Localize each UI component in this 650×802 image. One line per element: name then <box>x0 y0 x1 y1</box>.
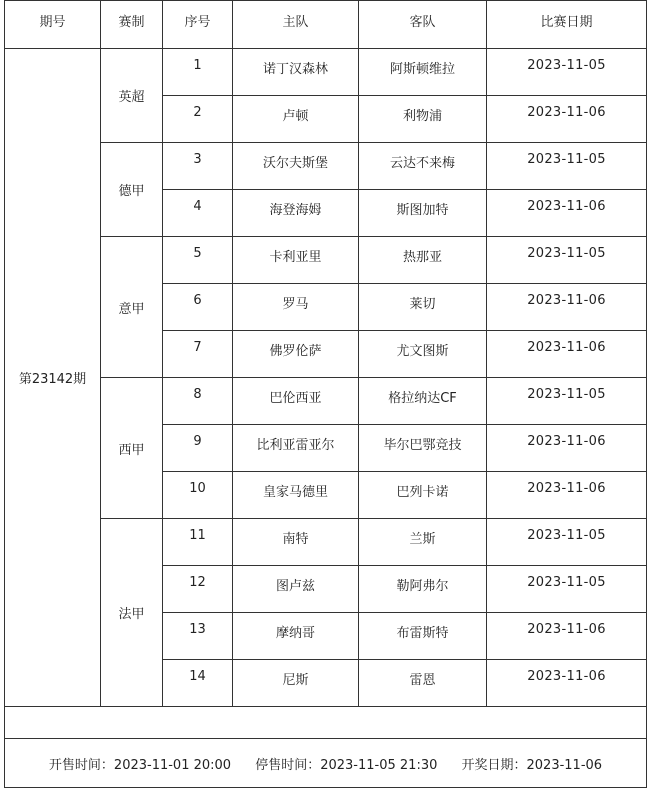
league-cell: 西甲 <box>101 378 163 519</box>
home-team-cell: 南特 <box>233 519 359 566</box>
seq-cell: 14 <box>163 660 233 707</box>
home-team-cell: 摩纳哥 <box>233 613 359 660</box>
home-team-cell: 巴伦西亚 <box>233 378 359 425</box>
seq-cell: 10 <box>163 472 233 519</box>
home-team-cell: 海登海姆 <box>233 190 359 237</box>
seq-cell: 3 <box>163 143 233 190</box>
away-team-cell: 利物浦 <box>359 96 487 143</box>
home-team-cell: 诺丁汉森林 <box>233 49 359 96</box>
blank-row <box>5 707 647 739</box>
seq-cell: 8 <box>163 378 233 425</box>
away-team-cell: 勒阿弗尔 <box>359 566 487 613</box>
home-team-cell: 沃尔夫斯堡 <box>233 143 359 190</box>
match-date-cell: 2023-11-05 <box>487 566 647 613</box>
seq-cell: 1 <box>163 49 233 96</box>
seq-cell: 7 <box>163 331 233 378</box>
seq-cell: 5 <box>163 237 233 284</box>
seq-cell: 12 <box>163 566 233 613</box>
match-date-cell: 2023-11-06 <box>487 190 647 237</box>
table-row <box>5 143 647 190</box>
seq-cell: 13 <box>163 613 233 660</box>
seq-cell: 9 <box>163 425 233 472</box>
header-period: 期号 <box>5 1 101 49</box>
home-team-cell: 卡利亚里 <box>233 237 359 284</box>
away-team-cell: 尤文图斯 <box>359 331 487 378</box>
away-team-cell: 兰斯 <box>359 519 487 566</box>
header-match-date: 比赛日期 <box>487 1 647 49</box>
sale-start-time: 开售时间：2023-11-01 20:00 <box>48 757 232 773</box>
header-away-team: 客队 <box>359 1 487 49</box>
table-row <box>5 378 647 425</box>
league-cell: 意甲 <box>101 237 163 378</box>
home-team-cell: 图卢兹 <box>233 566 359 613</box>
away-team-cell: 毕尔巴鄂竞技 <box>359 425 487 472</box>
match-date-cell: 2023-11-05 <box>487 519 647 566</box>
match-date-cell: 2023-11-06 <box>487 660 647 707</box>
header-row <box>5 1 647 49</box>
seq-cell: 6 <box>163 284 233 331</box>
away-team-cell: 阿斯顿维拉 <box>359 49 487 96</box>
match-date-cell: 2023-11-06 <box>487 284 647 331</box>
match-date-cell: 2023-11-06 <box>487 331 647 378</box>
table-row <box>5 519 647 566</box>
away-team-cell: 巴列卡诺 <box>359 472 487 519</box>
fixtures-table <box>4 0 647 788</box>
away-team-cell: 热那亚 <box>359 237 487 284</box>
header-home-team: 主队 <box>233 1 359 49</box>
match-date-cell: 2023-11-06 <box>487 472 647 519</box>
blank-cell <box>5 707 647 739</box>
away-team-cell: 雷恩 <box>359 660 487 707</box>
home-team-cell: 比利亚雷亚尔 <box>233 425 359 472</box>
header-seq: 序号 <box>163 1 233 49</box>
match-date-cell: 2023-11-05 <box>487 378 647 425</box>
match-date-cell: 2023-11-05 <box>487 143 647 190</box>
match-date-cell: 2023-11-06 <box>487 425 647 472</box>
period-cell: 第23142期 <box>5 49 101 707</box>
home-team-cell: 罗马 <box>233 284 359 331</box>
table-row <box>5 237 647 284</box>
footer-cell <box>5 739 647 788</box>
league-cell: 德甲 <box>101 143 163 237</box>
match-date-cell: 2023-11-05 <box>487 49 647 96</box>
away-team-cell: 云达不来梅 <box>359 143 487 190</box>
sale-stop-time: 停售时间：2023-11-05 21:30 <box>255 757 438 773</box>
match-date-cell: 2023-11-05 <box>487 237 647 284</box>
seq-cell: 4 <box>163 190 233 237</box>
away-team-cell: 布雷斯特 <box>359 613 487 660</box>
home-team-cell: 卢顿 <box>233 96 359 143</box>
league-cell: 英超 <box>101 49 163 143</box>
draw-date: 开奖日期：2023-11-06 <box>461 757 603 773</box>
seq-cell: 2 <box>163 96 233 143</box>
home-team-cell: 皇家马德里 <box>233 472 359 519</box>
away-team-cell: 莱切 <box>359 284 487 331</box>
away-team-cell: 斯图加特 <box>359 190 487 237</box>
seq-cell: 11 <box>163 519 233 566</box>
away-team-cell: 格拉纳达CF <box>359 378 487 425</box>
match-date-cell: 2023-11-06 <box>487 613 647 660</box>
home-team-cell: 佛罗伦萨 <box>233 331 359 378</box>
home-team-cell: 尼斯 <box>233 660 359 707</box>
match-date-cell: 2023-11-06 <box>487 96 647 143</box>
table-row <box>5 49 647 96</box>
footer-row <box>5 739 647 788</box>
league-cell: 法甲 <box>101 519 163 707</box>
header-league: 赛制 <box>101 1 163 49</box>
